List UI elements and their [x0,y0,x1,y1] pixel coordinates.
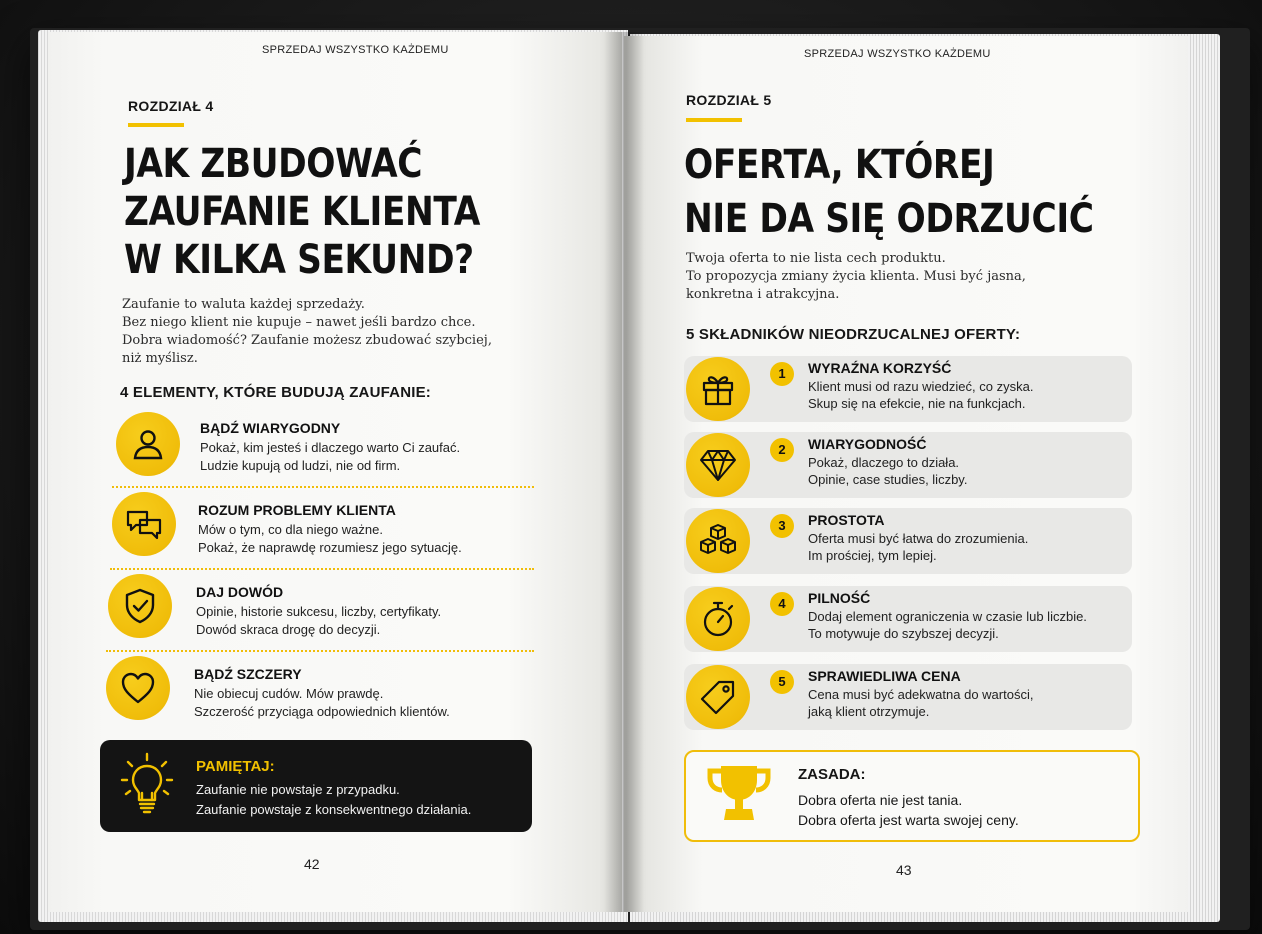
number-badge: 1 [770,362,794,386]
title-line: ZAUFANIE KLIENTA [124,189,480,235]
number-badge: 2 [770,438,794,462]
item-title: WYRAŹNA KORZYŚĆ [808,360,952,376]
page-number: 42 [304,856,320,872]
number-badge: 4 [770,592,794,616]
number-badge: 5 [770,670,794,694]
item-title: BĄDŹ SZCZERY [194,666,302,682]
card-text [808,590,1087,642]
running-head: SPRZEDAJ WSZYSTKO KAŻDEMU [804,48,991,60]
page-title [684,138,1094,246]
rule-box [684,750,1140,842]
item-title: BĄDŹ WIARYGODNY [200,420,341,436]
boxes-icon [686,509,750,573]
intro-line: konkretna i atrakcyjna. [686,287,840,302]
list-item [194,666,450,721]
divider [110,568,534,570]
list-item [200,420,460,475]
intro-text [686,250,1026,304]
page-title [124,140,480,284]
remember-line: Zaufanie powstaje z konsekwentnego działania. [196,802,472,817]
item-line: Opinie, historie sukcesu, liczby, certyfikaty. [196,604,442,619]
heart-icon [106,656,170,720]
divider [112,486,534,488]
intro-line: Dobra wiadomość? Zaufanie możesz zbudować szybciej, [122,333,492,348]
rule-line: Dobra oferta nie jest tania. [798,792,963,808]
diamond-icon [686,433,750,497]
price-tag-icon [686,665,750,729]
item-line: Dodaj element ograniczenia w czasie lub liczbie. [808,609,1087,624]
item-title: DAJ DOWÓD [196,584,284,600]
item-line: Opinie, case studies, liczby. [808,472,968,487]
item-line: Nie obiecuj cudów. Mów prawdę. [194,686,384,701]
right-page [624,36,1188,912]
list-item [684,586,1132,652]
item-line: Mów o tym, co dla niego ważne. [198,522,383,537]
shield-check-icon [108,574,172,638]
item-line: Dowód skraca drogę do decyzji. [196,622,381,637]
card-text [808,360,1033,412]
list-item [684,664,1132,730]
item-line: Im prościej, tym lepiej. [808,548,937,563]
intro-text [122,296,492,368]
item-title: WIARYGODNOŚĆ [808,436,927,452]
item-line: Oferta musi być łatwa do zrozumienia. [808,531,1029,546]
left-page [48,32,622,912]
running-head: SPRZEDAJ WSZYSTKO KAŻDEMU [262,44,449,56]
title-line: OFERTA, KTÓREJ [684,142,995,188]
intro-line: Twoja oferta to nie lista cech produktu. [686,251,946,266]
chat-bubbles-icon [112,492,176,556]
item-line: Ludzie kupują od ludzi, nie od firm. [200,458,401,473]
list-item [198,502,462,557]
chapter-label: ROZDZIAŁ 5 [686,92,772,108]
item-line: Pokaż, dlaczego to działa. [808,455,960,470]
card-text [808,668,1033,720]
list-item [196,584,441,639]
gift-icon [686,357,750,421]
item-line: Klient musi od razu wiedzieć, co zyska. [808,379,1034,394]
title-line: NIE DA SIĘ ODRZUCIĆ [684,196,1094,242]
chapter-label: ROZDZIAŁ 4 [128,98,214,114]
list-item [684,432,1132,498]
intro-line: To propozycja zmiany życia klienta. Musi być jasna, [686,269,1026,284]
remember-line: Zaufanie nie powstaje z przypadku. [196,782,400,797]
title-line: W KILKA SEKUND? [124,237,474,283]
remember-box [100,740,532,832]
item-title: PROSTOTA [808,512,885,528]
card-text [808,436,967,488]
section-heading: 5 SKŁADNIKÓW NIEODRZUCALNEJ OFERTY: [686,326,1021,343]
rule-line: Dobra oferta jest warta swojej ceny. [798,812,1019,828]
item-line: Skup się na efekcie, nie na funkcjach. [808,396,1026,411]
list-item [684,356,1132,422]
item-line: Pokaż, że naprawdę rozumiesz jego sytuację. [198,540,462,555]
item-title: ROZUM PROBLEMY KLIENTA [198,502,396,518]
intro-line: niż myślisz. [122,351,198,366]
title-line: JAK ZBUDOWAĆ [124,141,423,187]
stopwatch-icon [686,587,750,651]
item-line: To motywuje do szybszej decyzji. [808,626,999,641]
page-number: 43 [896,862,912,878]
remember-title: PAMIĘTAJ: [196,758,275,775]
chapter-underline [686,118,742,122]
section-heading: 4 ELEMENTY, KTÓRE BUDUJĄ ZAUFANIE: [120,384,431,401]
card-text [808,512,1028,564]
item-title: PILNOŚĆ [808,590,871,606]
item-line: Cena musi być adekwatna do wartości, [808,687,1034,702]
item-line: Pokaż, kim jesteś i dlaczego warto Ci zaufać. [200,440,461,455]
item-title: SPRAWIEDLIWA CENA [808,668,961,684]
list-item [684,508,1132,574]
number-badge: 3 [770,514,794,538]
rule-title: ZASADA: [798,766,866,783]
chapter-underline [128,123,184,127]
intro-line: Zaufanie to waluta każdej sprzedaży. [122,297,365,312]
item-line: Szczerość przyciąga odpowiednich klientów. [194,704,450,719]
intro-line: Bez niego klient nie kupuje – nawet jeśli bardzo chce. [122,315,476,330]
divider [106,650,534,652]
trophy-icon [704,762,774,833]
item-line: jaką klient otrzymuje. [808,704,930,719]
lightbulb-icon [118,752,176,823]
person-icon [116,412,180,476]
